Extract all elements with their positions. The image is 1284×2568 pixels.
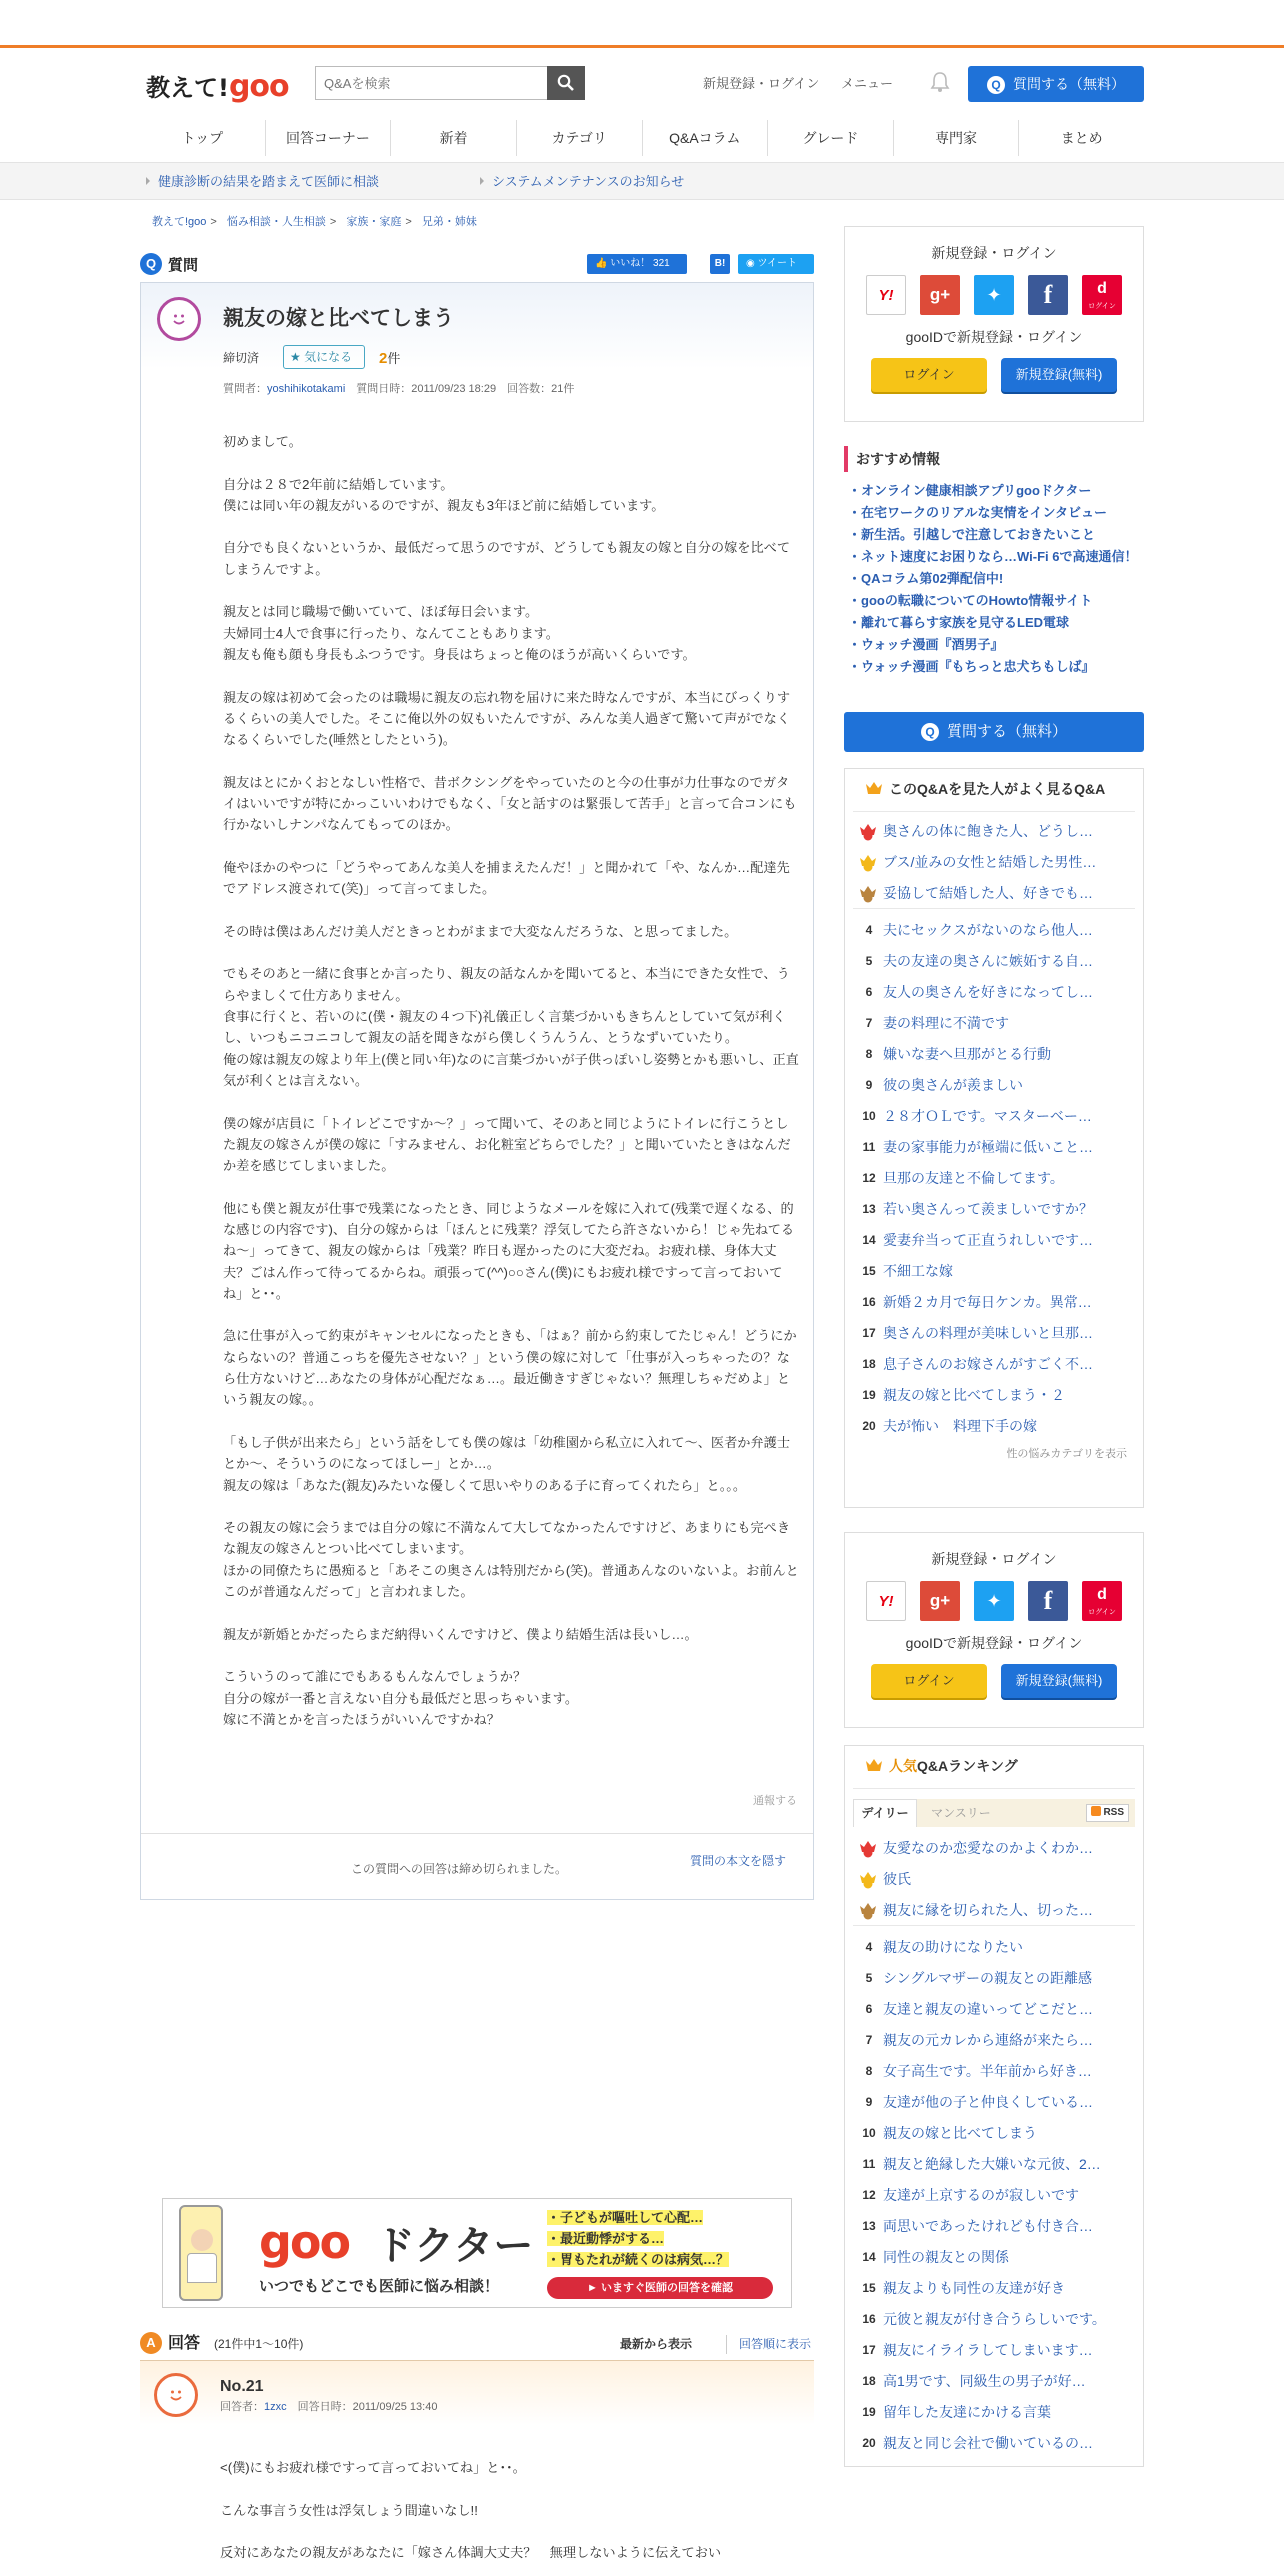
ranking-item-label: 愛妻弁当って正直うれしいです…: [883, 1231, 1093, 1248]
nav-item-top[interactable]: トップ: [140, 120, 266, 156]
ranking-item[interactable]: [853, 2242, 1135, 2273]
rank-number: 16: [862, 2311, 876, 2326]
ranking-item[interactable]: [853, 2335, 1135, 2366]
docomo-icon[interactable]: d ログイン: [1082, 275, 1122, 315]
nav-item-grade[interactable]: グレード: [768, 120, 894, 156]
star-icon: ★: [290, 350, 301, 364]
related-qa-title: このQ&Aを見た人がよく見るQ&A: [853, 769, 1135, 812]
ranking-item-label: 親友の助けになりたい: [883, 1938, 1023, 1955]
twitter-icon[interactable]: ✦: [974, 1581, 1014, 1621]
ranking-item[interactable]: [853, 1833, 1135, 1864]
rank-number: 11: [862, 1139, 876, 1154]
recommended-item[interactable]: ・ウォッチ漫画『酒男子』: [848, 637, 1004, 652]
ranking-item-label: 親友の嫁と比べてしまう: [883, 2124, 1037, 2141]
ranking-item-label: ２８才ＯＬです。マスターベー…: [883, 1107, 1092, 1124]
rank-number: 10: [862, 2125, 876, 2140]
rank-number: 7: [865, 1015, 873, 1030]
nav-item-matome[interactable]: まとめ: [1060, 130, 1103, 146]
question-card: [140, 282, 814, 1900]
rank-number: 9: [865, 1077, 873, 1092]
ranking-item[interactable]: [853, 2180, 1135, 2211]
rank-number: 15: [862, 2280, 876, 2295]
ranking-item-label: 高1男です、同級生の男子が好…: [883, 2372, 1086, 2389]
ranking-item[interactable]: [853, 2428, 1135, 2459]
goo-doctor-ad-banner[interactable]: [162, 2198, 792, 2308]
ranking-item[interactable]: [853, 1008, 1135, 1039]
yahoo-icon[interactable]: Y!: [866, 1581, 906, 1621]
sns-login-list: [845, 275, 1143, 315]
report-link[interactable]: 通報する: [753, 1795, 797, 1807]
nav-item-new[interactable]: 新着: [391, 120, 517, 156]
ad-brand-suffix: ドクター: [375, 2224, 534, 2268]
menu-link[interactable]: メニュー: [840, 76, 893, 91]
ranking-item[interactable]: [853, 1380, 1135, 1411]
asker-link[interactable]: yoshihikotakami: [267, 383, 346, 395]
ranking-item[interactable]: [853, 847, 1135, 878]
crown-icon: [865, 1757, 883, 1773]
nav-item-qa-column[interactable]: Q&Aコラム: [643, 120, 769, 156]
ranking-item-label: 親友と絶縁した大嫌いな元彼、2…: [883, 2155, 1101, 2172]
twitter-icon[interactable]: ✦: [974, 275, 1014, 315]
ranking-item[interactable]: [853, 977, 1135, 1008]
site-logo[interactable]: 教えて!goo: [146, 69, 289, 104]
ranking-box: [844, 1745, 1144, 2467]
notice-bar: [0, 162, 1284, 200]
recommended-item[interactable]: ・ウォッチ漫画『もちっと忠犬ちもしば』: [848, 659, 1095, 674]
recommended-item[interactable]: ・新生活。引越しで注意しておきたいこと: [848, 527, 1096, 542]
breadcrumb-item[interactable]: 家族・家庭: [346, 216, 402, 228]
tab-daily[interactable]: デイリー: [853, 1799, 917, 1827]
ranking-item-label: 息子さんのお嫁さんがすごく不…: [883, 1355, 1093, 1372]
header-links: [703, 74, 911, 94]
ranking-item[interactable]: [853, 915, 1135, 946]
hatena-bookmark-button[interactable]: B!: [710, 254, 730, 274]
yahoo-icon[interactable]: Y!: [866, 275, 906, 315]
question-header: [140, 253, 814, 277]
answers-header: [140, 2332, 814, 2356]
ranking-item[interactable]: [853, 2087, 1135, 2118]
question-icon: Q: [140, 253, 162, 275]
ranking-tabs: [853, 1799, 1135, 1827]
ranking-item-label: 留年した友達にかける言葉: [883, 2403, 1051, 2420]
nav-item-expert[interactable]: 専門家: [894, 120, 1020, 156]
ranking-item[interactable]: [853, 2025, 1135, 2056]
rank-medal-icon: [859, 885, 877, 903]
like-button[interactable]: 👍 いいね！ 321: [587, 254, 687, 274]
related-qa-box: [844, 768, 1144, 1508]
ranking-item-label: 夫にセックスがないのなら他人…: [883, 921, 1093, 938]
ranking-item-label: 親友に縁を切られた人、切った…: [883, 1901, 1093, 1918]
rank-number: 13: [862, 1201, 876, 1216]
ranking-item[interactable]: [853, 1163, 1135, 1194]
ranking-item-label: 同性の親友との関係: [883, 2248, 1009, 2265]
nav-item-answer-corner[interactable]: 回答コーナー: [266, 120, 392, 156]
rank-number: 4: [865, 1939, 873, 1954]
notice-link-maintenance[interactable]: システムメンテナンスのお知らせ: [480, 172, 684, 192]
ranking-item[interactable]: [853, 1963, 1135, 1994]
ranking-item[interactable]: [853, 1132, 1135, 1163]
ranking-item[interactable]: [853, 1256, 1135, 1287]
rank-number: 12: [862, 1170, 876, 1185]
ranking-list: [853, 1833, 1135, 2459]
login-button[interactable]: ログイン: [871, 358, 987, 392]
login-button[interactable]: ログイン: [871, 1664, 987, 1698]
ranking-item[interactable]: [853, 1994, 1135, 2025]
ranking-item-label: 不細工な嫁: [883, 1262, 953, 1279]
ranking-item[interactable]: [853, 946, 1135, 977]
recommended-item[interactable]: ・ネット速度にお困りなら…Wi-Fi 6で高速通信！: [848, 549, 1138, 564]
related-qa-list: [853, 816, 1135, 1442]
ranking-item[interactable]: [853, 2118, 1135, 2149]
rank-number: 19: [862, 2404, 876, 2419]
rank-number: 20: [862, 2435, 876, 2450]
recommended-item[interactable]: ・gooの転職についてのHowto情報サイト: [848, 593, 1093, 608]
category-more-link[interactable]: 性の悩みカテゴリを表示: [1006, 1447, 1127, 1460]
rank-medal-icon: [859, 1902, 877, 1920]
rank-number: 18: [862, 2373, 876, 2388]
top-accent-bar: [0, 0, 1284, 48]
breadcrumb-item[interactable]: 悩み相談・人生相談: [226, 216, 326, 228]
site-header: [0, 62, 1284, 110]
answer-meta: 回答者：1zxc 回答日時：2011/09/25 13:40: [220, 2401, 438, 2413]
recommended-item[interactable]: ・QAコラム第02弾配信中!: [848, 571, 1004, 586]
google-plus-icon[interactable]: g+: [920, 1581, 960, 1621]
login-subtitle: gooIDで新規登録・ログイン: [905, 328, 1083, 345]
login-title: 新規登録・ログイン: [931, 245, 1057, 261]
nav-item-category[interactable]: カテゴリ: [517, 120, 643, 156]
answer-number: No.21: [220, 2378, 264, 2395]
rank-number: 14: [862, 1232, 876, 1247]
ranking-item-label: ブス/並みの女性と結婚した男性…: [883, 853, 1097, 870]
rank-number: 18: [862, 1356, 876, 1371]
login-box: [844, 1532, 1144, 1728]
ranking-item-label: 親友と同じ会社で働いているの…: [883, 2434, 1093, 2451]
rss-button[interactable]: RSS: [1086, 1804, 1129, 1822]
ranking-item-label: 新婚２カ月で毎日ケンカ。異常…: [883, 1293, 1092, 1310]
rank-number: 11: [862, 2156, 876, 2171]
sort-newest[interactable]: 最新から表示: [620, 2337, 693, 2351]
ranking-item[interactable]: [853, 1194, 1135, 1225]
ranking-item-label: シングルマザーの親友との距離感: [883, 1969, 1092, 1986]
rank-number: 17: [862, 2342, 876, 2357]
ranking-item-label: 妥協して結婚した人、好きでも…: [883, 884, 1093, 901]
rank-number: 7: [865, 2032, 873, 2047]
rank-medal-icon: [859, 823, 877, 841]
answer-body: <(僕)にもお疲れ様ですって言っておいてね」と･･。 こんな事言う女性は浮気しょう間違いなし!! 反対にあなたの親友があなたに「嫁さん体調大丈夫？ 無理しないように伝えておい: [220, 2460, 722, 2561]
ranking-item[interactable]: [853, 2056, 1135, 2087]
ranking-item[interactable]: [853, 2211, 1135, 2242]
ranking-item[interactable]: [853, 1318, 1135, 1349]
ranking-item-label: 元彼と親友が付き合うらしいです。: [883, 2310, 1106, 2327]
question-icon: Q: [921, 723, 939, 741]
login-subtitle: gooIDで新規登録・ログイン: [905, 1634, 1083, 1651]
rank-number: 5: [865, 1970, 873, 1985]
register-button[interactable]: 新規登録(無料): [1001, 358, 1117, 392]
ranking-item[interactable]: [853, 1932, 1135, 1963]
ranking-item-label: 旦那の友達と不倫してます。: [883, 1169, 1064, 1186]
ranking-title: 人気Q&Aランキング: [853, 1746, 1135, 1789]
ranking-item-label: 若い奥さんって羨ましいですか？: [883, 1200, 1093, 1217]
answer-icon: A: [140, 2332, 162, 2354]
ranking-item-label: 妻の家事能力が極端に低いこと…: [883, 1138, 1093, 1155]
ad-cta-button[interactable]: ► いますぐ医師の回答を確認: [547, 2277, 773, 2299]
breadcrumb-item[interactable]: 教えて!goo: [152, 216, 207, 228]
rank-number: 15: [862, 1263, 876, 1278]
search-icon: [557, 74, 575, 92]
ranking-item[interactable]: [853, 1070, 1135, 1101]
ranking-item-label: 妻の料理に不満です: [883, 1014, 1009, 1031]
breadcrumb: 教えて!goo > 悩み相談・人生相談 > 家族・家庭 > 兄弟・姉妹: [152, 216, 477, 228]
ranking-item[interactable]: [853, 2304, 1135, 2335]
ranking-item[interactable]: [853, 1287, 1135, 1318]
facebook-icon[interactable]: f: [1028, 275, 1068, 315]
triangle-icon: [146, 177, 150, 185]
rank-number: 16: [862, 1294, 876, 1309]
ranking-item[interactable]: [853, 1225, 1135, 1256]
ranking-item[interactable]: [853, 1864, 1135, 1895]
rank-number: 12: [862, 2187, 876, 2202]
rank-medal-icon: [859, 1840, 877, 1858]
ranking-item[interactable]: [853, 1101, 1135, 1132]
ask-question-button[interactable]: Q 質問する（無料）: [968, 66, 1144, 102]
question-meta: 質問者：yoshihikotakami 質問日時：2011/09/23 18:29 回答数：21件: [223, 383, 575, 395]
ranking-item-label: 彼の奥さんが羨ましい: [883, 1076, 1023, 1093]
ranking-item[interactable]: [853, 1349, 1135, 1380]
ranking-item[interactable]: [853, 2366, 1135, 2397]
ranking-item-label: 友達と親友の違いってどこだと…: [883, 2000, 1093, 2017]
ad-brand: goo: [259, 2215, 350, 2269]
answers-label: 回答: [168, 2335, 201, 2352]
rank-number: 14: [862, 2249, 876, 2264]
ranking-item-label: 親友よりも同性の友達が好き: [883, 2279, 1065, 2296]
login-link[interactable]: 新規登録・ログイン: [703, 76, 820, 91]
rss-icon: [1091, 1806, 1101, 1816]
answerer-avatar[interactable]: [154, 2373, 198, 2417]
ranking-item[interactable]: [853, 2149, 1135, 2180]
rank-number: 13: [862, 2218, 876, 2233]
ranking-item[interactable]: [853, 1895, 1135, 1926]
ranking-item-label: 奥さんの体に飽きた人、どうし…: [883, 822, 1093, 839]
smiley-icon: [170, 310, 188, 328]
recommended-item[interactable]: ・オンライン健康相談アプリgooドクター: [848, 483, 1092, 498]
question-icon: Q: [987, 76, 1005, 94]
search-box: [315, 66, 585, 100]
rank-number: 17: [862, 1325, 876, 1340]
smiley-icon: [167, 2386, 185, 2404]
ranking-item-label: 女子高生です。半年前から好き…: [883, 2062, 1092, 2079]
notice-link-health[interactable]: 健康診断の結果を踏まえて医師に相談: [146, 172, 379, 192]
question-section-label: 質問: [168, 257, 199, 274]
ranking-item-label: 夫が怖い 料理下手の嫁: [883, 1417, 1037, 1434]
ranking-item[interactable]: [853, 2273, 1135, 2304]
ranking-item-label: 友達が上京するのが寂しいです: [883, 2186, 1079, 2203]
rank-number: 19: [862, 1387, 876, 1402]
recommended-item[interactable]: ・在宅ワークのリアルな実情をインタビュー: [848, 505, 1107, 520]
crown-icon: [865, 780, 883, 796]
rank-number: 20: [862, 1418, 876, 1433]
facebook-icon[interactable]: f: [1028, 1581, 1068, 1621]
ranking-item-label: 嫌いな妻へ旦那がとる行動: [883, 1045, 1051, 1062]
rank-number: 6: [865, 984, 873, 999]
ranking-item[interactable]: [853, 2397, 1135, 2428]
closed-notice: この質問への回答は締め切られました。: [351, 1862, 568, 1876]
bell-icon[interactable]: [930, 71, 950, 93]
rank-number: 9: [865, 2094, 873, 2109]
rank-number: 6: [865, 2001, 873, 2016]
ranking-item-label: 夫の友達の奥さんに嫉妬する自…: [883, 952, 1093, 969]
ad-points: ・子どもが嘔吐して心配… ・最近動悸がする… ・胃もたれが続くのは病気…？: [547, 2210, 730, 2267]
hide-body-link[interactable]: 質問の本文を隠す: [690, 1854, 787, 1868]
tab-monthly[interactable]: マンスリー: [931, 1805, 991, 1820]
answer-card: [140, 2360, 814, 2568]
question-body: 初めまして。 自分は２８で2年前に結婚しています。 僕には同い年の親友がいるのですが、親友も3年ほど前に結婚しています。 自分でも良くないというか、最低だって思うのですが、どうしても親友の嫁と自分の嫁を比べてしまうんですよ。 親友とは同じ職場で働いていて、ほぼ毎日会います。 夫婦同士4人で食事に行ったり、なんてこともあります。 親友も俺も顔も身長もふつうです。身長はちょっと俺のほうが高いくらいです。 親友の嫁は初めて会ったのは職場に親友の忘れ物を届けに来た時なんですが、本当にびっくりするくらいの美人でした。そこに俺以外の奴もいたんですが、みんな美人過ぎて驚いて声がでなくなるくらいでした(唾然としたという)。 親友はとにかくおとなしい性格で、昔ボクシングをやっていたのと今の仕事が力仕事なのでガタイはいいですが特にかっこいいわけでもなく、「女と話すのは緊張して苦手」と言って合コンにも行かないしナンパなんてもってのほか。 俺やほかのやつに「どうやってあんな美人を捕まえたんだ！」と聞かれて「や、なんか…配達先でアドレス渡されて(笑)」って言ってました。 その時は僕はあんだけ美人だときっとわがままで大変なんだろうな、と思ってました。 でもそのあと一緒に食事とか言ったり、親友の話なんかを聞いてると、本当にできた女性で、うらやましくて仕方ありません。 食事に行くと、若いのに(僕・親友の４つ下)礼儀正しく言葉づかいもきちんとしていて気が利くし、いつもニコニコして親友の話を聞きながら僕しくうんうん、とうなずいていたり。 俺の嫁は親友の嫁より年上(僕と同い年)なのに言葉づかいが子供っぽいし姿勢とかも悪いし、正直気が利くとは言えない。 僕の嫁が店員に「トイレどこですか～？」って聞いて、そのあと同じようにトイレに行こうとした親友の嫁さんが僕の嫁に「すみません、お化粧室どちらでした？」と聞いていたときはなんだか差を感じてしまいました。 他にも僕と親友が仕事で残業になったとき、同じようなメールを嫁に入れて(残業で遅くなる、的な感じの内容です)、自分の嫁からは「ほんとに残業？浮気してたら許さないから！じゃ先ねてるね～」ってきて、親友の嫁からは「残業？昨日も遅かったのに大変だね。お疲れ様、身体大丈夫？ごはん作って待ってるからね。頑張って(^^)○○さん(僕)にもお疲れ様ですって言っておいてね」と･･。 急に仕事が入って約束がキャンセルになったときも、「はぁ？前から約束してたじゃん！どうにかならないの？普通こっちを優先させない？」という僕の嫁に対して「仕事が入っちゃったの？なら仕方ないけど…あなたの身体が心配だなぁ…。最近働きすぎじゃない？無理しちゃだめよ」という親友の嫁。。 「もし子供が出来たら」という話をしても僕の嫁は「幼稚園から私立に入れて～、医者か弁護士とか～、そういうのになってほしー」とか…。 親友の嫁は「あなた(親友)みたいな優しくて思いやりのある子に育ってくれたら」と。。。 その親友の嫁に会うまでは自分の嫁に不満なんて大してなかったんですけど、あまりにも完ぺきな親友の嫁さんとつい比べてしまいます。 ほかの同僚たちに愚痴ると「あそこの奥さんは特別だから(笑)。普通あんなのいないよ。お前んとこのが普通なんだって」と言われました。 親友が新婚とかだったらまだ納得いくんですけど、僕より結婚生活は長いし…。 こういうのって誰にでもあるもんなんでしょうか？ 自分の嫁が一番と言えない自分も最低だと思っちゃいます。 嫁に不満とかを言ったほうがいいんですかね？: [223, 434, 799, 1727]
phone-illustration: [179, 2205, 223, 2301]
twitter-icon: ◉: [746, 258, 755, 269]
sidebar-ask-button[interactable]: Q 質問する（無料）: [844, 712, 1144, 752]
ranking-item-label: 親友の元カレから連絡が来たら…: [883, 2031, 1093, 2048]
ranking-item-label: 友人の奥さんを好きになってし…: [883, 983, 1093, 1000]
login-title: 新規登録・ログイン: [931, 1551, 1057, 1567]
ranking-item-label: 彼氏: [883, 1870, 911, 1887]
ranking-item[interactable]: [853, 878, 1135, 909]
kininaru-button[interactable]: ★ 気になる: [283, 345, 365, 369]
global-nav: [140, 120, 1144, 156]
sort-oldest[interactable]: 回答順に表示: [726, 2335, 811, 2354]
ranking-item-label: 奥さんの料理が美味しいと旦那…: [883, 1324, 1093, 1341]
triangle-icon: [480, 177, 484, 185]
ranking-item[interactable]: [853, 1039, 1135, 1070]
rank-number: 8: [865, 1046, 873, 1061]
ranking-item-label: 友愛なのか恋愛なのかよくわか…: [883, 1839, 1093, 1856]
rank-medal-icon: [859, 1871, 877, 1889]
search-button[interactable]: [547, 66, 585, 100]
asker-avatar[interactable]: [157, 297, 201, 341]
ranking-item[interactable]: [853, 816, 1135, 847]
google-plus-icon[interactable]: g+: [920, 275, 960, 315]
kininaru-count: 2件: [379, 350, 401, 367]
tweet-button[interactable]: ◉ ツイート: [738, 254, 814, 274]
ranking-item-label: 両思いであったけれども付き合…: [883, 2217, 1093, 2234]
status-badge: 締切済: [223, 351, 260, 365]
ranking-item[interactable]: [853, 1411, 1135, 1442]
recommended-item[interactable]: ・離れて暮らす家族を見守るLED電球: [848, 615, 1070, 630]
ad-tagline: いつでもどこでも医師に悩み相談！: [259, 2278, 500, 2295]
sns-login-list: [845, 1581, 1143, 1621]
register-button[interactable]: 新規登録(無料): [1001, 1664, 1117, 1698]
answers-count: (21件中1～10件): [214, 2337, 304, 2351]
question-footer: [141, 1833, 813, 1899]
recommended-info: [844, 446, 1144, 680]
rank-number: 10: [862, 1108, 876, 1123]
recommended-title: おすすめ情報: [844, 446, 1144, 472]
ranking-item-label: 親友の嫁と比べてしまう・２: [883, 1386, 1065, 1403]
ranking-item-label: 友達が他の子と仲良くしている…: [883, 2093, 1093, 2110]
ranking-item-label: 親友にイライラしてしまいます…: [883, 2341, 1093, 2358]
docomo-icon[interactable]: d ログイン: [1082, 1581, 1122, 1621]
rank-number: 4: [865, 922, 873, 937]
breadcrumb-item[interactable]: 兄弟・姉妹: [421, 216, 477, 228]
answerer-link[interactable]: 1zxc: [264, 2401, 287, 2413]
rank-number: 8: [865, 2063, 873, 2078]
rank-number: 5: [865, 953, 873, 968]
rank-medal-icon: [859, 854, 877, 872]
login-box: [844, 226, 1144, 422]
question-title: 親友の嫁と比べてしまう: [223, 307, 454, 330]
search-input[interactable]: [316, 67, 536, 99]
